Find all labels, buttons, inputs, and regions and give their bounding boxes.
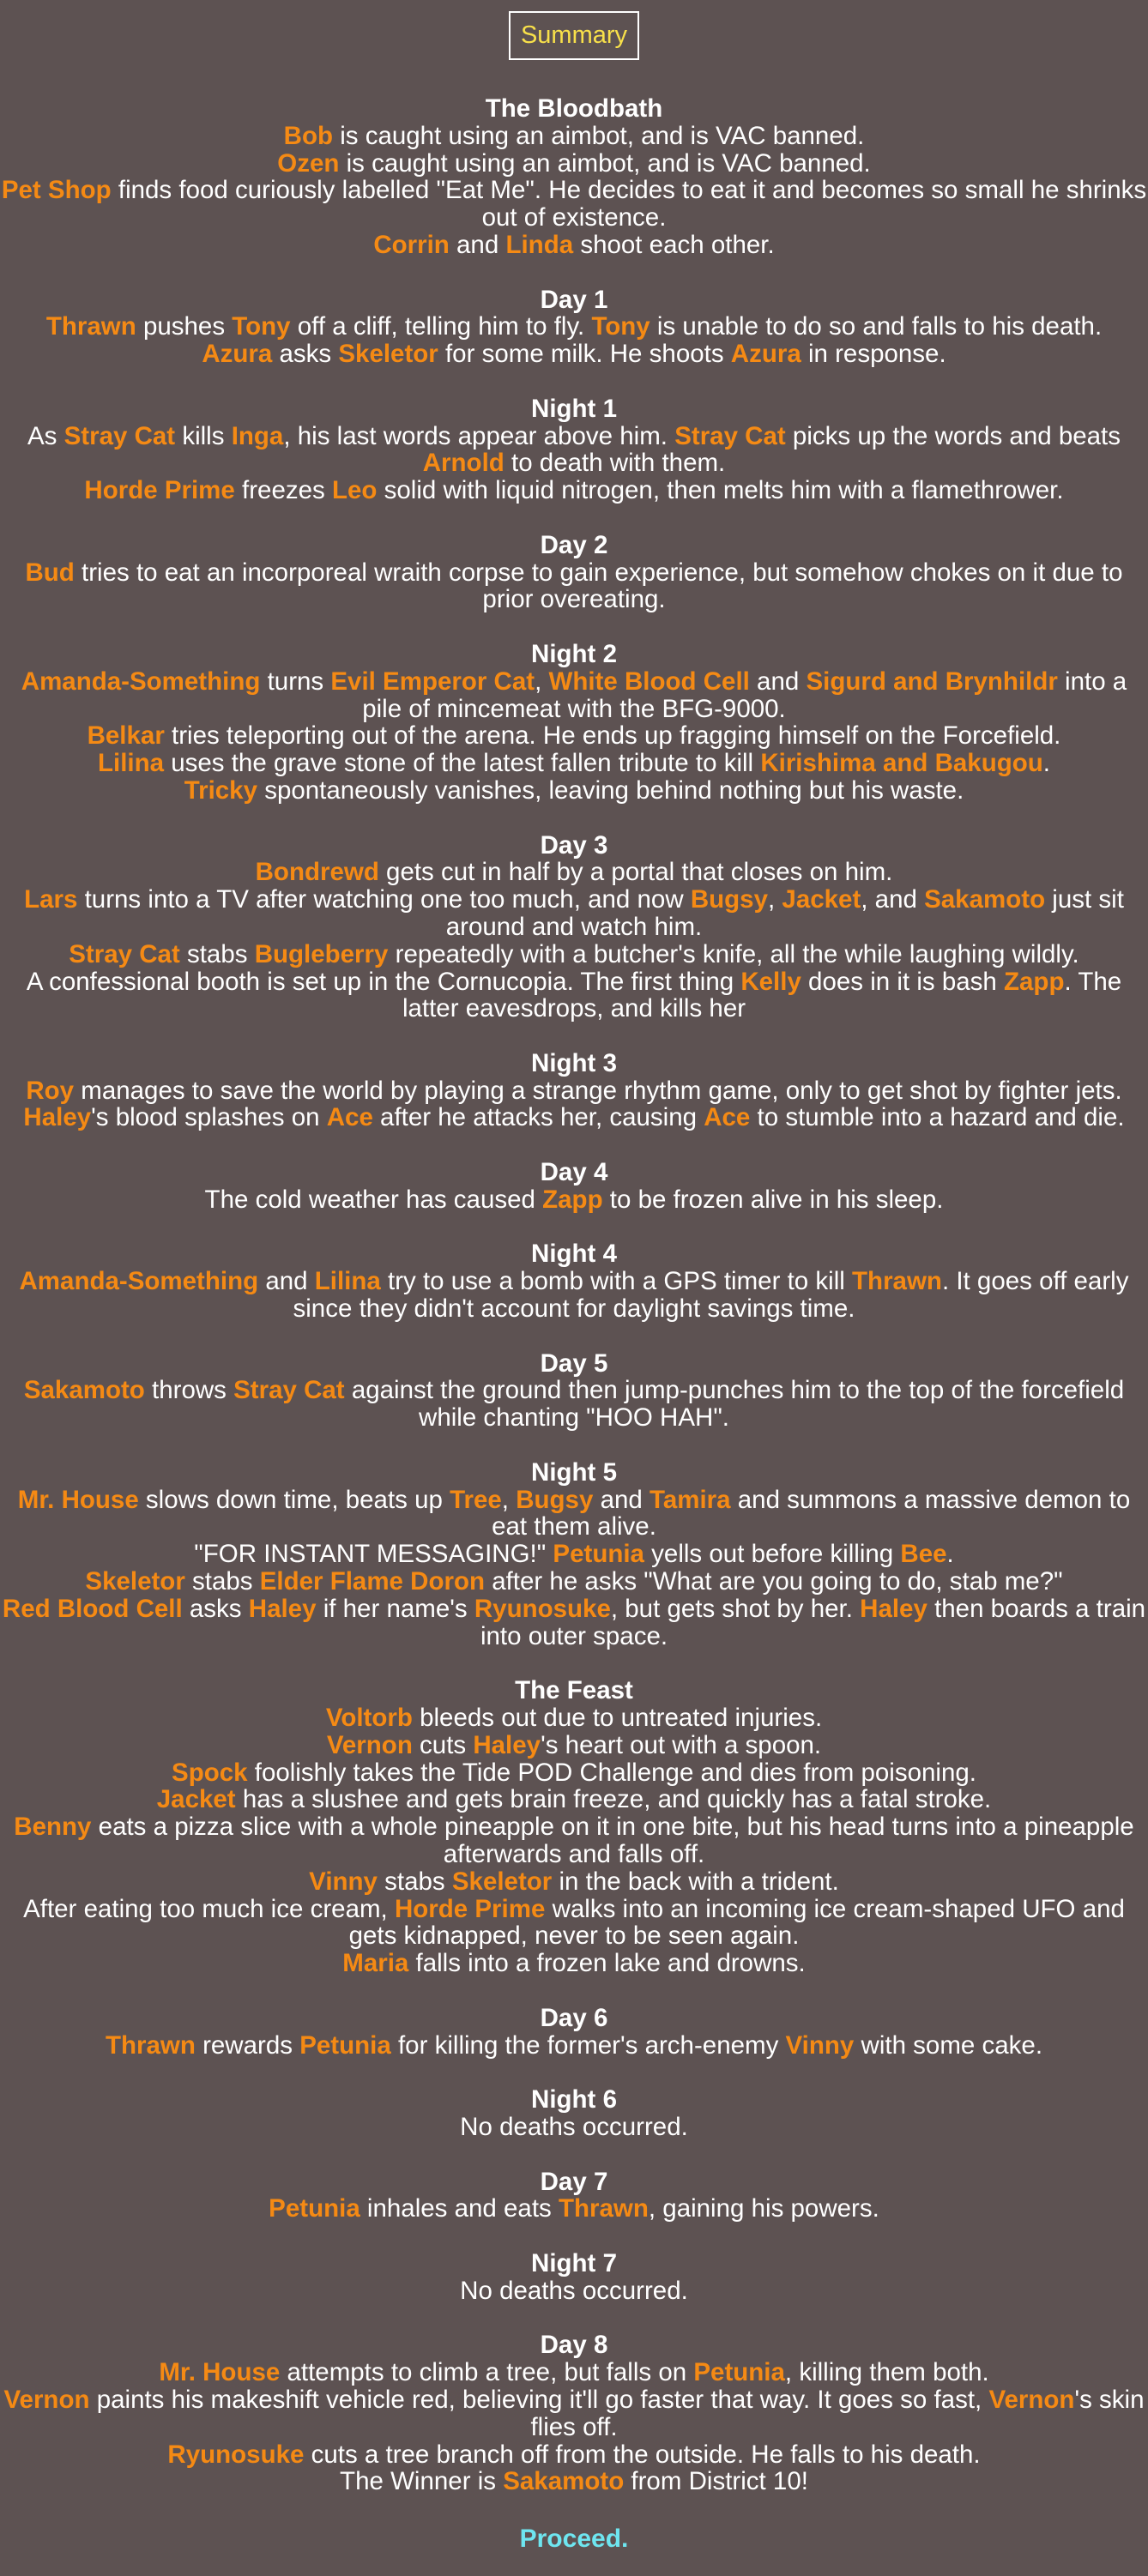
event-line [0,1868,1148,1896]
round-title: Day 6 [540,2003,608,2032]
tribute-name: Stray Cat [63,421,176,450]
tribute-name: Bugsy [690,885,769,914]
event-text: . [946,1540,954,1569]
event-text: inhales and eats [360,2194,559,2223]
proceed-link[interactable]: Proceed. [519,2524,629,2553]
event-text: from District 10! [624,2467,808,2496]
tribute-name: Ozen [277,148,340,178]
event-text: picks up the words and beats [785,421,1121,450]
round-title: Night 7 [531,2248,617,2277]
tribute-name: Skeletor [85,1567,185,1596]
round-section [0,532,1148,613]
event-line [0,750,1148,777]
event-line [0,2277,1148,2305]
event-line [0,1813,1148,1868]
tribute-name: Spock [172,1758,248,1787]
event-text: asks [272,340,339,369]
event-text: asks [182,1594,249,1623]
tribute-name: Haley [23,1103,92,1132]
round-title: Day 2 [540,530,608,559]
tribute-name: Benny [14,1813,92,1842]
event-line [0,423,1148,478]
event-text: to stumble into a hazard and die. [750,1103,1125,1132]
event-text: walks into an incoming ice cream-shaped UFO and gets kidnapped, never to be seen again. [348,1894,1125,1951]
event-text: The Winner is [340,2467,504,2496]
event-text: for killing the former's arch-enemy [390,2030,786,2060]
round-section [0,832,1148,1023]
tribute-name: Tamira [650,1485,731,1514]
event-text: and [258,1267,315,1296]
summary-area [0,0,1148,59]
event-text: then boards a train into outer space. [480,1594,1146,1650]
event-text: No deaths occurred. [460,2112,688,2141]
event-text: "FOR INSTANT MESSAGING!" [194,1540,553,1569]
tribute-name: Leo [331,476,378,505]
tribute-name: Thrawn [852,1267,942,1296]
event-text: after he attacks her, causing [372,1103,704,1132]
tribute-name: Sakamoto [23,1376,145,1405]
tribute-name: Vernon [326,1730,413,1759]
tribute-name: Linda [505,230,574,259]
event-text: freezes [234,476,332,505]
tribute-name: Horde Prime [84,476,235,505]
event-text: bleeds out due to untreated injuries. [412,1704,823,1733]
tribute-name: Evil Emperor Cat [330,667,535,696]
event-text: The cold weather has caused [204,1185,543,1214]
event-text: does in it is bash [801,967,1004,996]
event-line [0,1541,1148,1568]
event-text: , [768,885,782,914]
event-line [0,2114,1148,2141]
tribute-name: Zapp [542,1185,603,1214]
event-text: A confessional booth is set up in the Cornucopia. The first thing [26,967,741,996]
event-text: cuts [412,1730,474,1759]
tribute-name: Ace [704,1103,751,1132]
tribute-name: Tony [232,312,291,341]
event-text: throws [144,1376,234,1405]
tribute-name: Ryunosuke [474,1594,611,1623]
event-text: finds food curiously labelled "Eat Me". He decides to eat it and becomes so small he shrinks out of existence. [111,176,1147,232]
tribute-name: Skeletor [451,1867,553,1896]
tribute-name: Bud [25,558,75,587]
event-text: As [27,421,64,450]
event-text: uses the grave stone of the latest fallen tribute to kill [164,749,761,778]
tribute-name: Haley [860,1594,927,1623]
tribute-name: Vernon [988,2385,1075,2414]
event-line [0,1759,1148,1787]
event-text: stabs [184,1567,260,1596]
event-line [0,150,1148,178]
tribute-name: Mr. House [159,2358,281,2387]
event-line [0,477,1148,504]
tribute-name: Lars [24,885,78,914]
round-title: Day 5 [540,1348,608,1378]
event-text: yells out before killing [643,1540,901,1569]
event-text: stabs [377,1867,452,1896]
tribute-name: Bondrewd [255,858,379,887]
event-text: paints his makeshift vehicle red, believing it'll go faster that way. It goes so fast, [89,2385,989,2414]
event-line [0,1732,1148,1759]
tribute-name: Stray Cat [69,939,180,968]
event-text: turns [260,667,331,696]
event-text: turns into a TV after watching one too much, and now [77,885,691,914]
event-line [0,2441,1148,2469]
event-text: to be frozen alive in his sleep. [602,1185,944,1214]
event-log [0,95,1148,2495]
event-line [0,1186,1148,1214]
event-text: into a pile of mincemeat with the BFG-9000. [362,667,1127,723]
event-text: gets cut in half by a portal that closes on him. [378,858,893,887]
event-text: and [449,230,506,259]
tribute-name: Ryunosuke [167,2440,305,2469]
event-text: , but gets shot by her. [610,1594,861,1623]
event-line [0,968,1148,1023]
tribute-name: Haley [473,1730,541,1759]
tribute-name: Sakamoto [924,885,1046,914]
round-title: The Bloodbath [485,94,663,123]
tribute-name: Voltorb [325,1704,413,1733]
round-section [0,95,1148,259]
tribute-name: Sakamoto [503,2467,625,2496]
tribute-name: Inga [231,421,284,450]
tribute-name: Skeletor [338,340,438,369]
tribute-name: Arnold [422,449,505,478]
tribute-name: Bugsy [516,1485,594,1514]
round-section [0,2005,1148,2060]
tribute-name: Lilina [314,1267,381,1296]
tribute-name: Petunia [553,1540,644,1569]
event-text: has a slushee and gets brain freeze, and quickly has a fatal stroke. [235,1785,992,1814]
tribute-name: Ace [326,1103,373,1132]
event-text: after he asks "What are you going to do, stab me?" [485,1567,1063,1596]
tribute-name: Azura [202,340,273,369]
tribute-name: Kirishima and Bakugou [760,749,1043,778]
event-text: , and [861,885,925,914]
event-line [0,313,1148,341]
event-text: manages to save the world by playing a strange rhythm game, only to get shot by fighter jets. [74,1076,1122,1105]
round-section [0,2332,1148,2495]
tribute-name: Lilina [97,749,165,778]
round-section [0,2086,1148,2141]
round-section [0,641,1148,805]
tribute-name: Vinny [785,2030,855,2060]
round-title: Night 6 [531,2085,617,2114]
event-text: just sit around and watch him. [445,885,1124,941]
event-line [0,941,1148,968]
tribute-name: Petunia [299,2030,391,2060]
event-line [0,177,1148,232]
round-title: Night 5 [531,1457,617,1487]
tribute-name: Petunia [693,2358,785,2387]
event-text: tries teleporting out of the arena. He ends up fragging himself on the Forcefield. [164,721,1061,751]
tribute-name: Vinny [309,1867,378,1896]
event-text: tries to eat an incorporeal wraith corpse to gain experience, but somehow chokes on it due to prior overeating. [74,558,1123,614]
round-section [0,287,1148,368]
event-line [0,1950,1148,1977]
event-line [0,859,1148,886]
event-line [0,2468,1148,2495]
round-title: Night 4 [531,1240,617,1269]
event-line [0,123,1148,150]
event-text: . The latter eavesdrops, and kills her [402,967,1122,1023]
event-line [0,1377,1148,1432]
event-text: shoot each other. [573,230,775,259]
tribute-name: Petunia [269,2194,360,2223]
event-text: if her name's [316,1594,474,1623]
event-text: eats a pizza slice with a whole pineapple on it in one bite, but his head turns into a pineapple afterwards and falls off. [91,1813,1134,1868]
tribute-name: Mr. House [17,1485,139,1514]
tribute-name: Thrawn [558,2194,649,2223]
event-text: foolishly takes the Tide POD Challenge and dies from poisoning. [247,1758,976,1787]
event-text: to death with them. [504,449,726,478]
event-text: pushes [136,312,233,341]
event-text: and [593,1485,650,1514]
event-line [0,2195,1148,2223]
proceed-area [0,2523,1148,2554]
event-text: try to use a bomb with a GPS timer to kill [380,1267,853,1296]
tribute-name: Azura [730,340,801,369]
tribute-name: Amanda-Something [19,1267,259,1296]
tribute-name: Tree [450,1485,502,1514]
event-text: 's blood splashes on [91,1103,327,1132]
event-text: , [501,1485,517,1514]
event-text: kills [175,421,232,450]
event-line [0,1596,1148,1650]
event-text: slows down time, beats up [138,1485,450,1514]
event-text: , gaining his powers. [648,2194,879,2223]
tribute-name: Pet Shop [1,176,112,205]
event-text: rewards [195,2030,300,2060]
event-text: against the ground then jump-punches him to the top of the forcefield while chanting "HOO HAH". [344,1376,1125,1433]
event-line [0,2032,1148,2060]
round-title: Day 4 [540,1158,608,1187]
tribute-name: Bugleberry [254,939,389,968]
tribute-name: Corrin [373,230,450,259]
tribute-name: Vernon [3,2385,90,2414]
round-section [0,1350,1148,1432]
round-title: Day 7 [540,2167,608,2196]
event-line [0,668,1148,723]
event-line [0,341,1148,368]
round-title: Night 2 [531,639,617,668]
event-line [0,722,1148,750]
round-section [0,1677,1148,1977]
event-text: is caught using an aimbot, and is VAC banned. [339,148,871,178]
event-text: , killing them both. [784,2358,989,2387]
event-line [0,2386,1148,2441]
tribute-name: Thrawn [45,312,136,341]
event-text: falls into a frozen lake and drowns. [408,1949,806,1978]
round-title: Day 3 [540,830,608,860]
tribute-name: Amanda-Something [21,667,261,696]
event-line [0,1568,1148,1596]
round-section [0,1050,1148,1131]
round-section [0,1240,1148,1322]
round-title: Day 8 [540,2331,608,2360]
event-line [0,1704,1148,1732]
event-line [0,1487,1148,1541]
event-text: in the back with a trident. [552,1867,839,1896]
tribute-name: Haley [248,1594,317,1623]
event-text: is unable to do so and falls to his death. [650,312,1103,341]
event-text: attempts to climb a tree, but falls on [280,2358,694,2387]
event-text: and summons a massive demon to eat them alive. [492,1485,1131,1541]
event-text: and [749,667,807,696]
round-title: The Feast [515,1676,633,1705]
event-text: with some cake. [854,2030,1043,2060]
event-text: for some milk. He shoots [438,340,731,369]
event-text: . It goes off early since they didn't account for daylight savings time. [293,1267,1129,1324]
event-line [0,1104,1148,1131]
event-line [0,886,1148,941]
tribute-name: Red Blood Cell [2,1594,183,1623]
tribute-name: Tricky [184,775,257,805]
summary-button[interactable]: Summary [509,11,639,60]
tribute-name: Elder Flame Doron [259,1567,485,1596]
tribute-name: Kelly [740,967,801,996]
event-text: solid with liquid nitrogen, then melts him with a flamethrower. [377,476,1064,505]
tribute-name: Belkar [87,721,165,751]
round-section [0,1459,1148,1650]
round-section [0,2250,1148,2305]
tribute-name: Bee [900,1540,947,1569]
tribute-name: Thrawn [105,2030,196,2060]
tribute-name: Zapp [1004,967,1065,996]
tribute-name: Jacket [156,1785,236,1814]
tribute-name: Jacket [782,885,861,914]
event-line [0,1077,1148,1105]
event-line [0,1786,1148,1813]
tribute-name: Bob [283,121,333,150]
round-title: Night 3 [531,1048,617,1077]
event-text: in response. [801,340,946,369]
event-text: After eating too much ice cream, [23,1894,395,1923]
event-line [0,777,1148,805]
event-text: . [1042,749,1050,778]
tribute-name: Maria [342,1949,409,1978]
event-text: repeatedly with a butcher's knife, all the while laughing wildly. [388,939,1079,968]
round-section [0,2169,1148,2223]
event-text: No deaths occurred. [460,2276,688,2305]
tribute-name: White Blood Cell [548,667,750,696]
event-line [0,1268,1148,1323]
event-text: , [535,667,549,696]
tribute-name: Horde Prime [394,1894,546,1923]
event-line [0,1896,1148,1951]
tribute-name: Roy [26,1076,75,1105]
round-section [0,395,1148,504]
event-text: is caught using an aimbot, and is VAC banned. [333,121,865,150]
round-title: Day 1 [540,285,608,314]
event-text: stabs [179,939,255,968]
event-text: off a cliff, telling him to fly. [290,312,592,341]
tribute-name: Stray Cat [674,421,786,450]
tribute-name: Tony [591,312,650,341]
round-section [0,1159,1148,1214]
event-line [0,232,1148,259]
event-line [0,559,1148,614]
tribute-name: Stray Cat [233,1376,345,1405]
event-text: 's skin flies off. [530,2385,1145,2441]
round-title: Night 1 [531,394,617,423]
event-text: cuts a tree branch off from the outside. He falls to his death. [304,2440,981,2469]
event-line [0,2359,1148,2386]
event-text: 's heart out with a spoon. [541,1730,822,1759]
event-text: spontaneously vanishes, leaving behind nothing but his waste. [257,775,964,805]
event-text: , his last words appear above him. [283,421,675,450]
tribute-name: Sigurd and Brynhildr [806,667,1058,696]
